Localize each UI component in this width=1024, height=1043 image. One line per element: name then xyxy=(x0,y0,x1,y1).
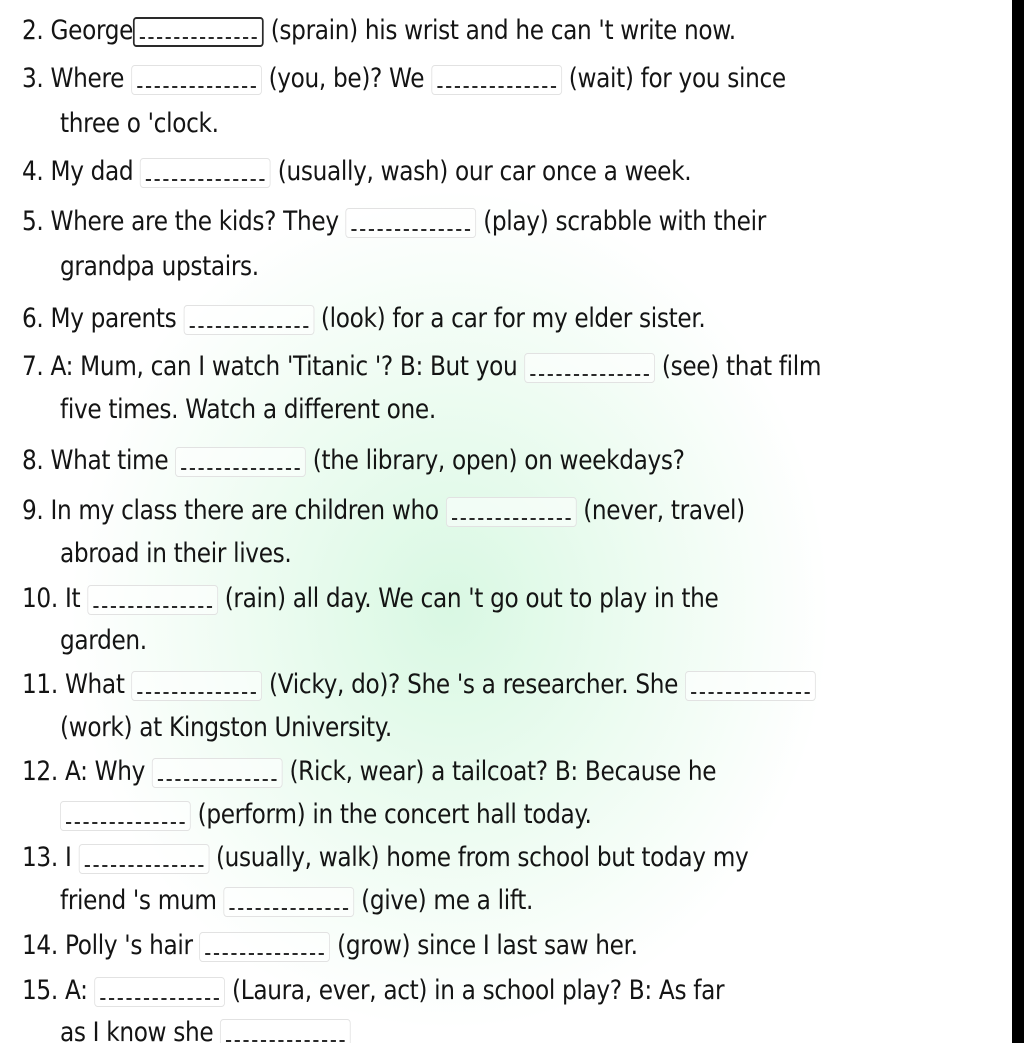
question-text: (play) scrabble with their xyxy=(483,206,766,237)
answer-blank-q2[interactable] xyxy=(133,17,264,47)
question-text: (never, travel) xyxy=(583,495,745,526)
answer-blank-q14[interactable] xyxy=(200,932,331,962)
question-text: Polly 's hair xyxy=(64,930,193,961)
question-text: (see) that film xyxy=(661,351,822,382)
answer-blank-q15-1[interactable] xyxy=(94,977,225,1007)
question-8 xyxy=(22,444,685,478)
question-text: In my class there are children who xyxy=(50,495,439,526)
question-text: (wait) for you since xyxy=(568,63,786,94)
answer-blank-q12-2[interactable] xyxy=(60,801,191,831)
question-number: 15. xyxy=(22,975,58,1006)
question-text: My dad xyxy=(50,156,134,187)
question-text: My parents xyxy=(50,303,177,334)
question-11 xyxy=(22,668,823,702)
answer-blank-q3-2[interactable] xyxy=(431,65,562,95)
question-number: 13. xyxy=(22,842,58,873)
question-number: 2. xyxy=(22,15,44,46)
question-3-continuation: three o 'clock. xyxy=(60,108,219,139)
screen-edge-border xyxy=(1012,0,1024,1043)
question-number: 6. xyxy=(22,303,44,334)
question-text: (you, be)? We xyxy=(268,63,425,94)
question-number: 8. xyxy=(22,445,44,476)
question-text: It xyxy=(64,583,81,614)
question-number: 4. xyxy=(22,156,44,187)
answer-blank-q5[interactable] xyxy=(346,208,477,238)
answer-blank-q13-2[interactable] xyxy=(224,887,355,917)
question-text: A: xyxy=(64,975,88,1006)
question-text: (look) for a car for my elder sister. xyxy=(320,303,706,334)
question-text: (sprain) his wrist and he can 't write now. xyxy=(270,15,736,46)
question-text: (Rick, wear) a tailcoat? B: Because he xyxy=(289,756,717,787)
answer-blank-q11-1[interactable] xyxy=(131,671,262,701)
question-text: (usually, wash) our car once a week. xyxy=(277,156,692,187)
question-14 xyxy=(22,929,638,963)
question-text: What xyxy=(64,669,125,700)
question-text: A: Mum, can I watch 'Titanic '? B: But you xyxy=(50,351,518,382)
question-text: I xyxy=(64,842,72,873)
question-number: 11. xyxy=(22,669,58,700)
question-text: as I know she xyxy=(60,1017,214,1043)
question-text: (Vicky, do)? She 's a researcher. She xyxy=(269,669,679,700)
question-text: (perform) in the concert hall today. xyxy=(197,799,592,830)
question-7 xyxy=(22,350,821,384)
answer-blank-q10[interactable] xyxy=(87,585,218,615)
question-text: (grow) since I last saw her. xyxy=(337,930,638,961)
question-10 xyxy=(22,582,718,616)
answer-blank-q6[interactable] xyxy=(183,305,314,335)
question-text: friend 's mum xyxy=(60,885,217,916)
question-number: 10. xyxy=(22,583,58,614)
question-text: George xyxy=(50,15,134,46)
question-text: Where xyxy=(50,63,125,94)
answer-blank-q8[interactable] xyxy=(175,447,306,477)
question-text: (give) me a lift. xyxy=(361,885,534,916)
question-2 xyxy=(22,14,736,48)
question-4 xyxy=(22,155,691,189)
question-text: (usually, walk) home from school but today my xyxy=(215,842,749,873)
question-number: 5. xyxy=(22,206,44,237)
question-9-continuation: abroad in their lives. xyxy=(60,538,292,569)
question-6 xyxy=(22,302,705,336)
question-7-continuation: five times. Watch a different one. xyxy=(60,394,436,425)
answer-blank-q15-2[interactable] xyxy=(220,1019,351,1043)
question-5 xyxy=(22,205,766,239)
question-number: 9. xyxy=(22,495,44,526)
answer-blank-q3-1[interactable] xyxy=(131,65,262,95)
question-12-continuation xyxy=(60,798,592,832)
answer-blank-q4[interactable] xyxy=(140,158,271,188)
question-number: 12. xyxy=(22,756,58,787)
question-10-continuation: garden. xyxy=(60,625,147,656)
question-15 xyxy=(22,974,724,1008)
question-text: A: Why xyxy=(64,756,145,787)
question-number: 14. xyxy=(22,930,58,961)
question-number: 7. xyxy=(22,351,44,382)
question-15-continuation xyxy=(60,1016,358,1043)
question-13 xyxy=(22,841,748,875)
question-3 xyxy=(22,62,786,96)
question-text: (the library, open) on weekdays? xyxy=(312,445,685,476)
question-9 xyxy=(22,494,745,528)
question-13-continuation xyxy=(60,884,533,918)
question-12 xyxy=(22,755,716,789)
answer-blank-q7[interactable] xyxy=(524,353,655,383)
question-5-continuation: grandpa upstairs. xyxy=(60,251,259,282)
question-text: What time xyxy=(50,445,169,476)
question-number: 3. xyxy=(22,63,44,94)
answer-blank-q9[interactable] xyxy=(446,497,577,527)
answer-blank-q11-2[interactable] xyxy=(685,671,816,701)
question-text: Where are the kids? They xyxy=(50,206,339,237)
question-text: (rain) all day. We can 't go out to play in the xyxy=(224,583,719,614)
answer-blank-q12-1[interactable] xyxy=(152,758,283,788)
answer-blank-q13-1[interactable] xyxy=(78,844,209,874)
question-11-continuation: (work) at Kingston University. xyxy=(60,712,392,743)
question-text: (Laura, ever, act) in a school play? B: As far xyxy=(232,975,725,1006)
